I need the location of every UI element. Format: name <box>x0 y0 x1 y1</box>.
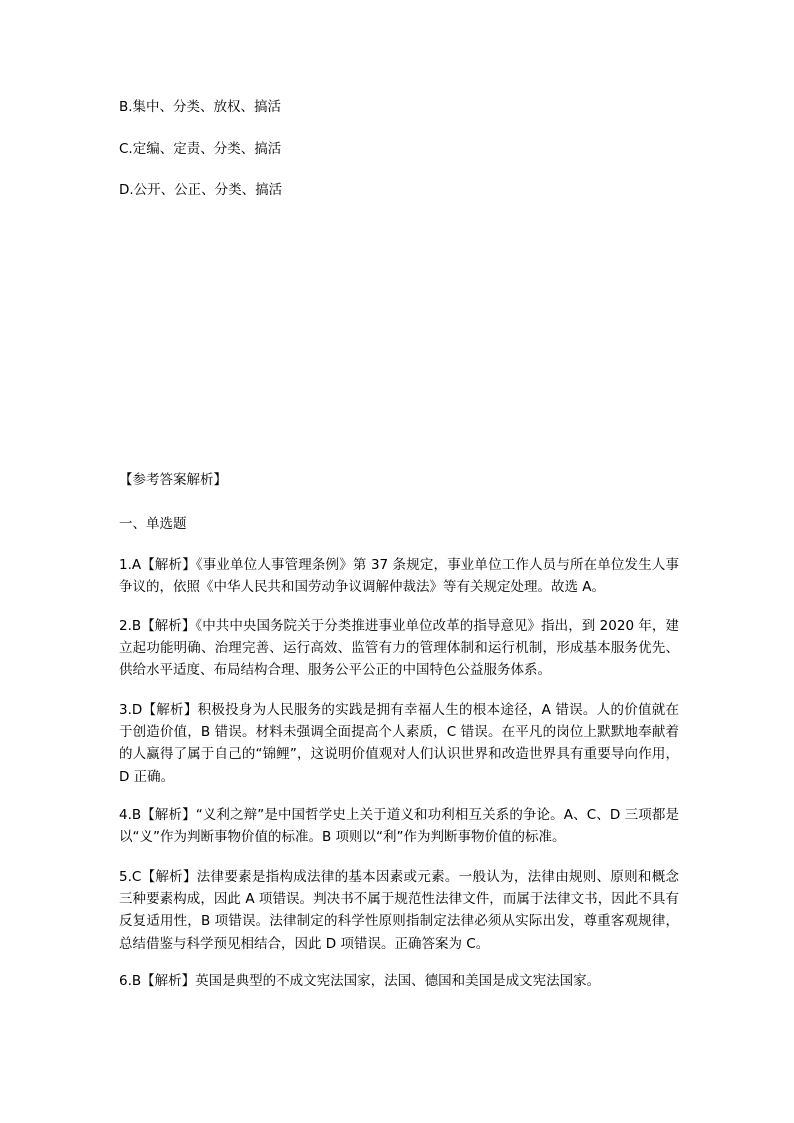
answer-item-2: 2.B【解析】《中共中央国务院关于分类推进事业单位改革的指导意见》指出，到 2020 年，建立起功能明确、治理完善、运行高效、监管有力的管理体制和运行机制，形成基本服务优先、供给水平适度、布局结构合理、服务公平公正的中国特色公益服务体系。 <box>119 618 679 679</box>
option-c: C.定编、定责、分类、搞活 <box>119 141 282 157</box>
answer-item-3: 3.D【解析】积极投身为人民服务的实践是拥有幸福人生的根本途径，A 错误。人的价值就在于创造价值，B 错误。材料未强调全面提高个人素质，C 错误。在平凡的岗位上默默地奉献着的人赢得了属于自己的“锦鲤”，这说明价值观对人们认识世界和改造世界具有重要导向作用，D 正确。 <box>119 702 679 785</box>
option-b: B.集中、分类、放权、搞活 <box>119 99 282 115</box>
answer-item-1: 1.A【解析】《事业单位人事管理条例》第 37 条规定，事业单位工作人员与所在单位发生人事争议的，依照《中华人民共和国劳动争议调解仲裁法》等有关规定处理。故选 A。 <box>119 557 679 596</box>
answers-header: 【参考答案解析】 <box>119 472 227 488</box>
answer-item-6: 6.B【解析】英国是典型的不成文宪法国家，法国、德国和美国是成文宪法国家。 <box>119 973 601 989</box>
section-title: 一、单选题 <box>119 516 187 532</box>
option-d: D.公开、公正、分类、搞活 <box>119 182 283 198</box>
answer-item-4: 4.B【解析】“义利之辩”是中国哲学史上关于道义和功利相互关系的争论。A、C、D 三项都是以“义”作为判断事物价值的标准。B 项则以“利”作为判断事物价值的标准。 <box>119 807 679 846</box>
answer-item-5: 5.C【解析】法律要素是指构成法律的基本因素或元素。一般认为，法律由规则、原则和概念三种要素构成，因此 A 项错误。判决书不属于规范性法律文件，而属于法律文书，因此不具有反复适用性，B 项错误。法律制定的科学性原则指制定法律必须从实际出发，尊重客观规律，总结借鉴与科学预见相结合，因此 D 项错误。正确答案为 C。 <box>119 869 679 952</box>
